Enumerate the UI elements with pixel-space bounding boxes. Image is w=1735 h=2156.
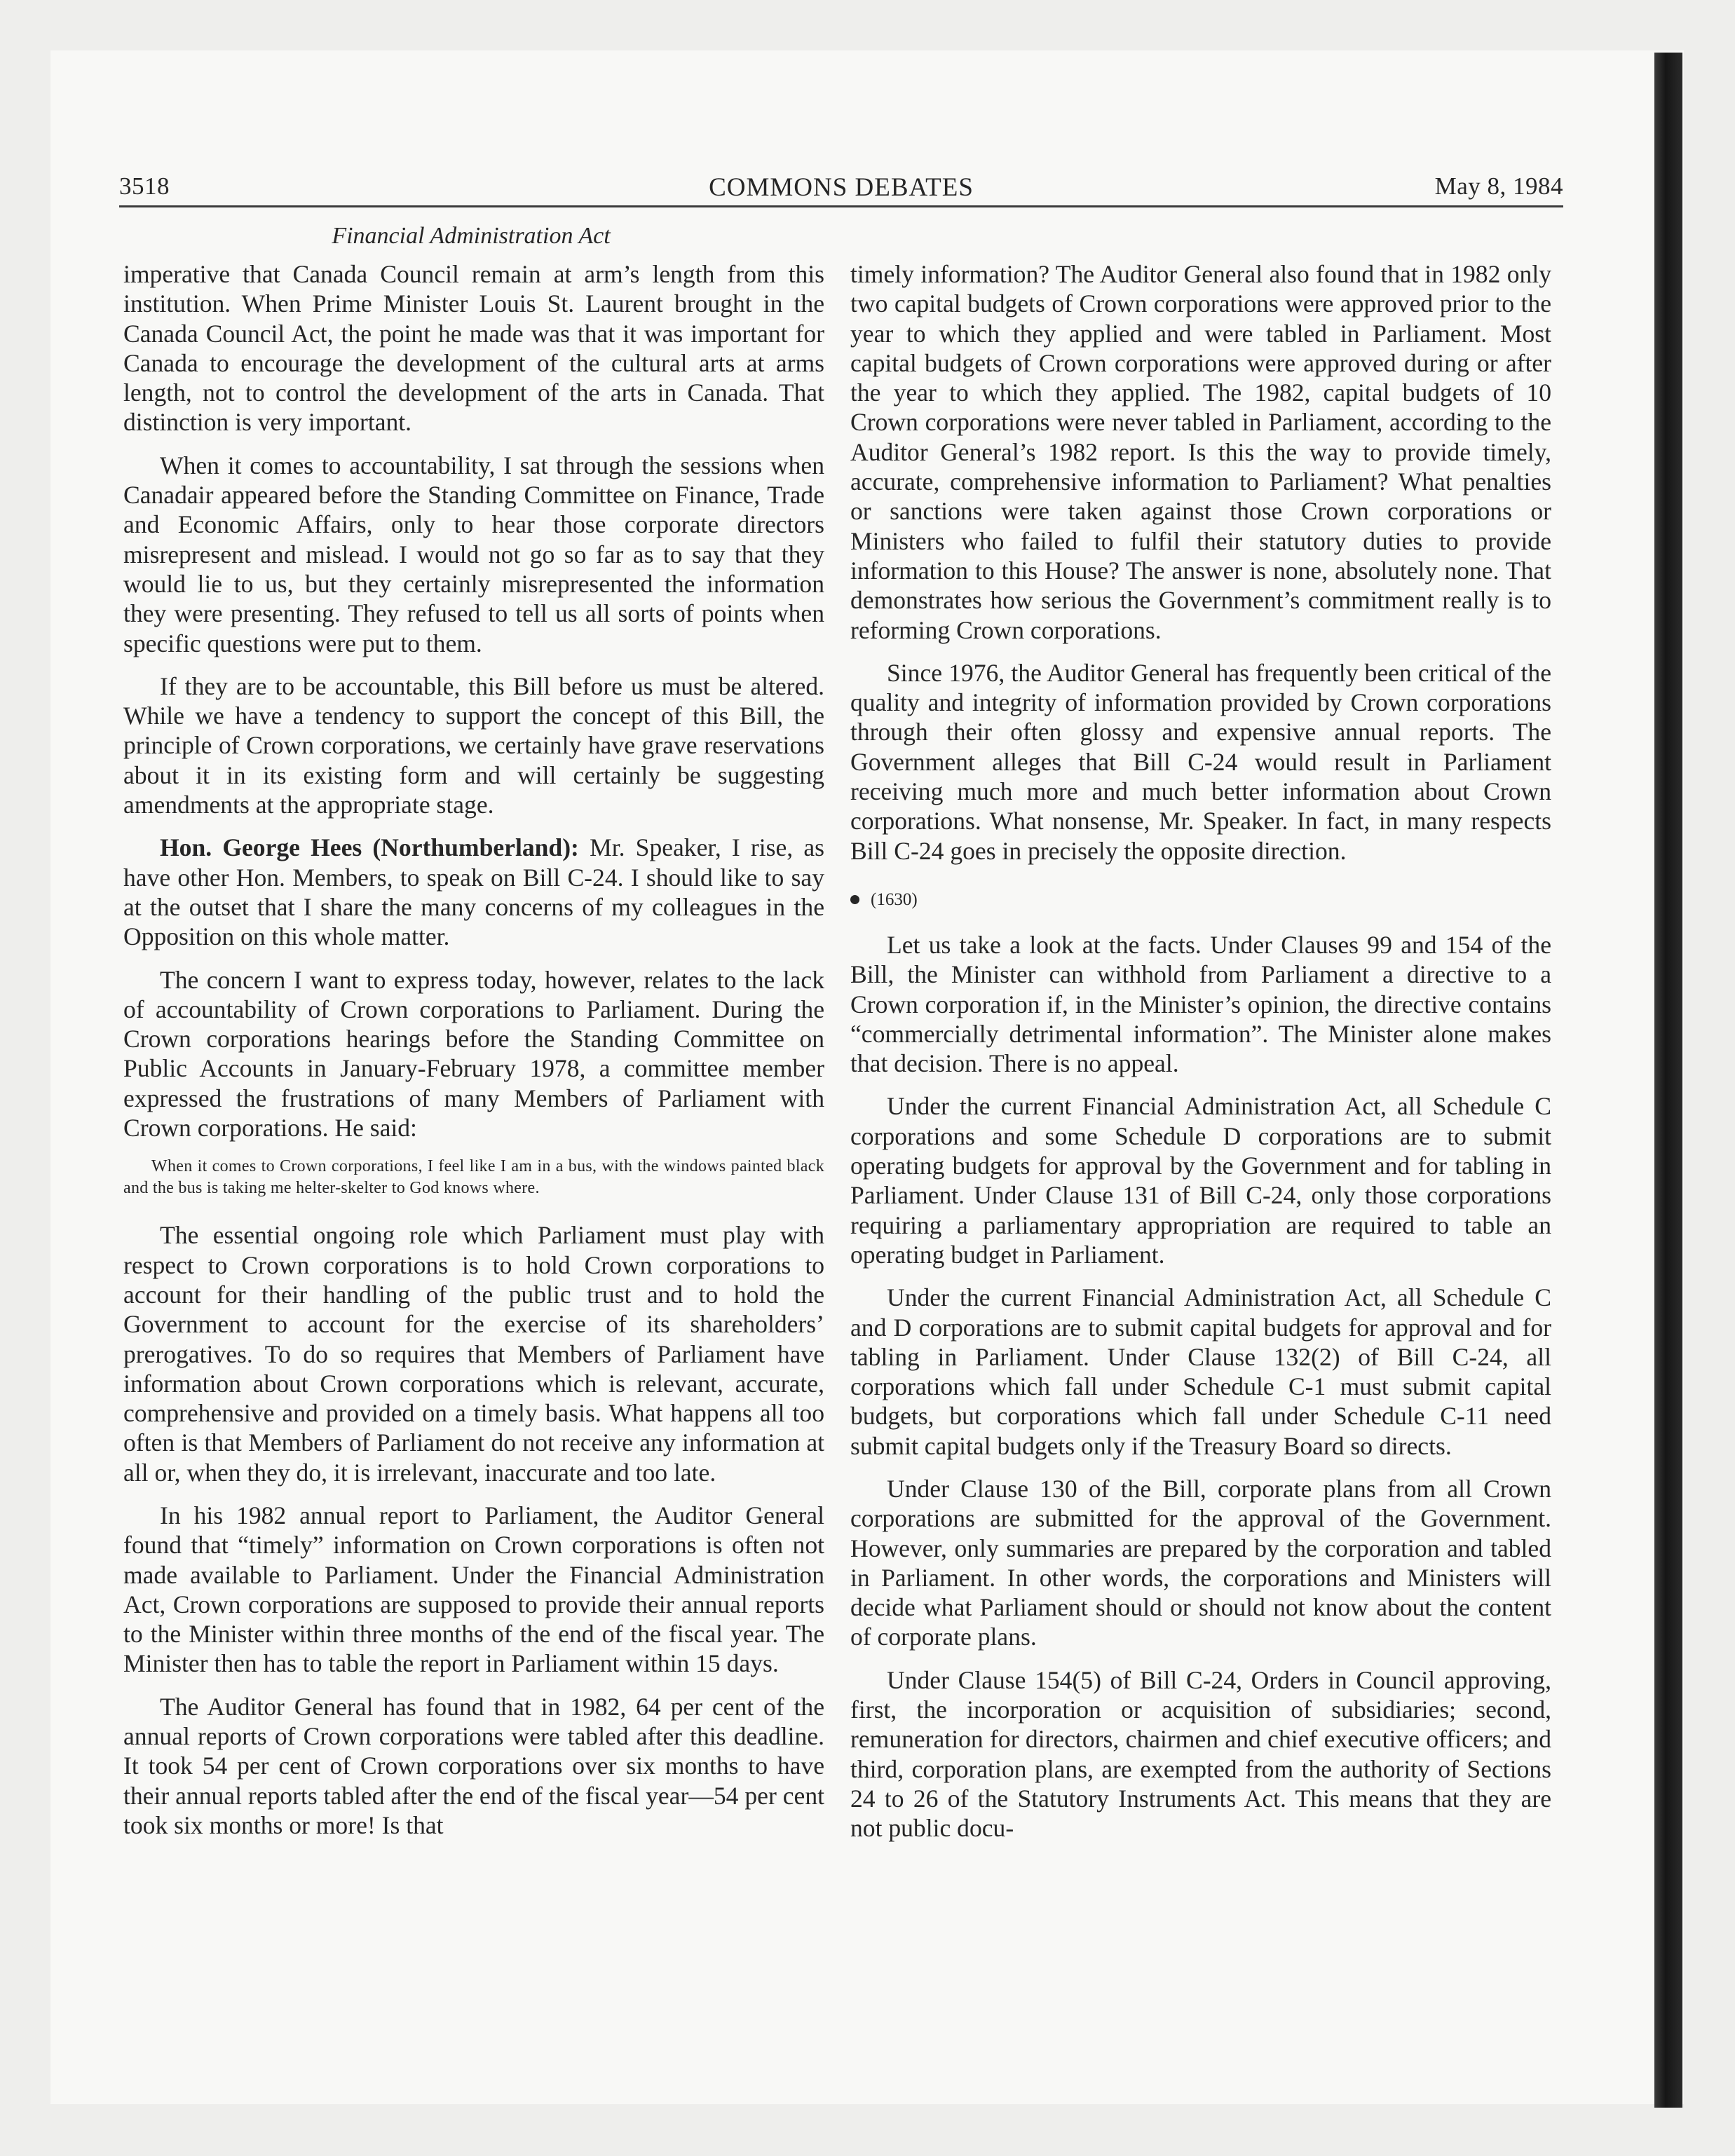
paragraph: Under Clause 154(5) of Bill C-24, Orders in Council approving, first, the incorporation or acquisition of subsidiaries; second, remuneration for directors, chairmen and chief executive officers; and third, corporation plans, are exempted from the authority of Sections 24 to 26 of the Statutory Instruments Act. This means that they are not public docu- xyxy=(850,1665,1551,1843)
paragraph: The Auditor General has found that in 1982, 64 per cent of the annual reports of Crown corporations were tabled after this deadline. It took 54 per cent of Crown corporations over six months to have their annual reports tabled after the end of the fiscal year—54 per cent took six months or more! Is that xyxy=(123,1692,824,1839)
running-head: Financial Administration Act xyxy=(332,223,611,249)
paragraph: imperative that Canada Council remain at arm’s length from this institution. When Prime Minister Louis St. Laurent brought in the Canada Council Act, the point he made was that it was important for Canada to encourage the development of the cultural arts at arms length, not to control the development of the arts in Canada. That distinction is very important. xyxy=(123,260,824,437)
block-quote: When it comes to Crown corporations, I feel like I am in a bus, with the windows painted black and the bus is taking me helter-skelter to God knows where. xyxy=(123,1157,824,1198)
paragraph: Under the current Financial Administration Act, all Schedule C and D corporations are to submit capital budgets for approval and for tabling in Parliament. Under Clause 132(2) of Bill C-24, all corporations which fall under Schedule C-1 must submit capital budgets, but corporations which fall under Schedule C-11 need submit capital budgets only if the Treasury Board so directs. xyxy=(850,1283,1551,1460)
paragraph: When it comes to accountability, I sat through the sessions when Canadair appeared before the Standing Committee on Finance, Trade and Economic Affairs, only to hear those corporate directors misrepresent and mislead. I would not go so far as to say that they would lie to us, but they certainly misrepresented the information they were presenting. They refused to tell us all sorts of points when specific questions were put to them. xyxy=(123,451,824,657)
bullet-icon xyxy=(850,895,859,904)
paragraph: Under the current Financial Administration Act, all Schedule C corporations and some Schedule D corporations are to submit operating budgets for approval by the Government and for tabling in Parliament. Under Clause 131 of Bill C-24, only those corporations requiring a parliamentary appropriation are required to table an operating budget in Parliament. xyxy=(850,1092,1551,1269)
publication-title: COMMONS DEBATES xyxy=(709,173,974,202)
scan-edge-shadow xyxy=(1654,53,1682,2108)
paragraph: timely information? The Auditor General also found that in 1982 only two capital budgets of Crown corporations were approved prior to the year to which they applied and were tabled in Parliament. Most capital budgets of Crown corporations were approved during or after the year to which they applied. The 1982, capital budgets of 10 Crown corporations were never tabled in Parliament, according to the Auditor General’s 1982 report. Is this the way to provide timely, accurate, comprehensive information to Parliament? What penalties or sanctions were taken against those Crown corporations or Ministers who failed to fulfil their statutory duties to provide information to this House? The answer is none, absolutely none. That demonstrates how serious the Government’s commitment really is to reforming Crown corporations. xyxy=(850,260,1551,644)
speaker-name: Hon. George Hees (Northumberland): xyxy=(160,833,579,862)
paragraph: Since 1976, the Auditor General has frequently been critical of the quality and integrity of information provided by Crown corporations through their often glossy and expensive annual reports. The Government alleges that Bill C-24 would result in Parliament receiving much more and much better information about Crown corporations. What nonsense, Mr. Speaker. In fact, in many respects Bill C-24 goes in precisely the opposite direction. xyxy=(850,658,1551,865)
speaker-paragraph xyxy=(123,833,824,951)
left-column xyxy=(123,259,824,1853)
right-column xyxy=(850,259,1551,1857)
header-rule xyxy=(119,205,1563,207)
paragraph: The concern I want to express today, however, relates to the lack of accountability of Crown corporations to Parliament. During the Crown corporations hearings before the Standing Committee on Public Accounts in January-February 1978, a committee member expressed the frustrations of many Members of Parliament with Crown corporations. He said: xyxy=(123,965,824,1142)
page-number: 3518 xyxy=(119,172,170,200)
paragraph: Under Clause 130 of the Bill, corporate plans from all Crown corporations are submitted for the approval of the Government. However, only summaries are prepared by the corporation and tabled in Parliament. In other words, the corporations and Ministers will decide what Parliament should or should not know about the content of corporate plans. xyxy=(850,1474,1551,1651)
publication-date: May 8, 1984 xyxy=(1434,172,1563,200)
paragraph: Let us take a look at the facts. Under Clauses 99 and 154 of the Bill, the Minister can withhold from Parliament a directive to a Crown corporation if, in the Minister’s opinion, the directive contains “commercially detrimental information”. The Minister alone makes that decision. There is no appeal. xyxy=(850,930,1551,1078)
page-header xyxy=(119,167,1563,209)
paragraph: If they are to be accountable, this Bill before us must be altered. While we have a tendency to support the concept of this Bill, the principle of Crown corporations, we certainly have grave reservations about it in its existing form and will certainly be suggesting amendments at the appropriate stage. xyxy=(123,671,824,819)
time-marker-label: (1630) xyxy=(871,889,918,909)
speaker-text: Mr. Speaker, I rise, as have other Hon. Members, to speak on Bill C-24. I should like to say at the outset that I share the many concerns of my colleagues in the Opposition on this whole matter. xyxy=(123,833,824,951)
time-marker xyxy=(850,889,1551,910)
paragraph: The essential ongoing role which Parliament must play with respect to Crown corporations is to hold Crown corporations to account for their handling of the public trust and to hold the Government to account for the exercise of its shareholders’ prerogatives. To do so requires that Members of Parliament have information about Crown corporations which is relevant, accurate, comprehensive and provided on a timely basis. What happens all too often is that Members of Parliament do not receive any information at all or, when they do, it is irrelevant, inaccurate and too late. xyxy=(123,1221,824,1487)
paragraph: In his 1982 annual report to Parliament, the Auditor General found that “timely” information on Crown corporations is often not made available to Parliament. Under the Financial Administration Act, Crown corporations are supposed to provide their annual reports to the Minister within three months of the end of the fiscal year. The Minister then has to table the report in Parliament within 15 days. xyxy=(123,1501,824,1678)
